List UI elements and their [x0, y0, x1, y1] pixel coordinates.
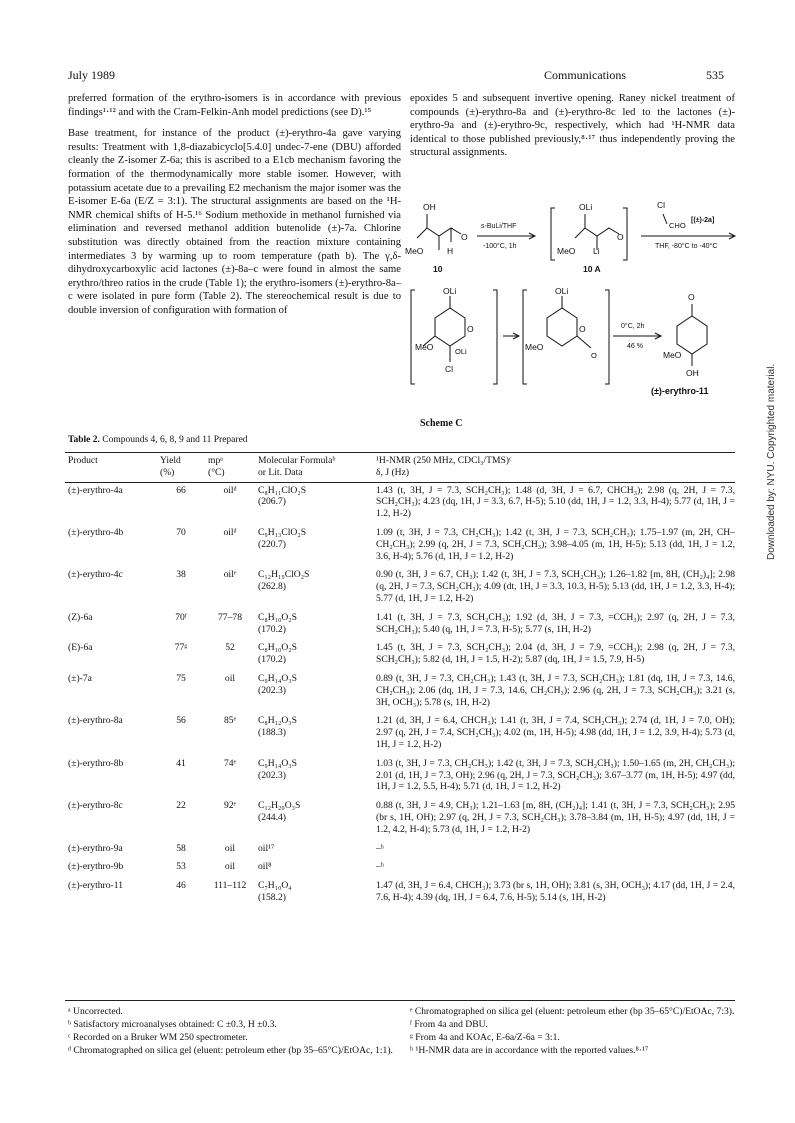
label-cl-2: Cl	[445, 364, 454, 374]
cell-product: (±)-erythro-4b	[68, 526, 124, 538]
label-meo-4: MeO	[525, 342, 544, 352]
cell-product: (±)-erythro-9b	[68, 861, 124, 873]
cell-mp: 52	[225, 642, 235, 654]
label-meo-2: MeO	[557, 246, 576, 256]
label-o-5: O	[591, 351, 597, 360]
cell-nmr: 1.43 (t, 3H, J = 7.3, SCH₂CH₃); 1.48 (d, 3H, J = 6.7, CHCH₃); 2.98 (q, 2H, J = 7.3, SCH₂CH₃); 4.23 (dq, 1H, J = 3.3, 6.7, H-5); 5.10 (dd, 1H, J = 1.2, 3.3, H-4); 5.77 (d, 1H, J = 1.2, H-2)	[376, 484, 735, 520]
label-o-1: O	[461, 232, 468, 242]
cell-mp: oil	[224, 672, 236, 684]
cell-nmr: 0.89 (t, 3H, J = 7.3, CH₂CH₃); 1.43 (t, 3H, J = 7.3, SCH₂CH₃); 1.81 (dq, 1H, J = 7.3, 14.6, CH₂CH₃); 2.06 (dq, 1H, J = 7.3, 14.6, CH₂CH₃); 2.96 (q, 2H, J = 7.3, SCH₂CH₃); 3.21 (s, 3H, OCH₃); 5.78 (s, 1H, H-2)	[376, 672, 735, 708]
cell-product: (±)-erythro-8b	[68, 757, 124, 769]
cell-nmr: 1.09 (t, 3H, J = 7.3, CH₂CH₃); 1.42 (t, 3H, J = 7.3, SCH₂CH₃); 1.75–1.97 (m, 2H, CH–CH₂CH₃); 2.99 (q, 2H, J = 7.3, SCH₂CH₃); 3.98–4.05 (m, 1H, H-5); 5.13 (dd, 1H, J = 1.2, 3.6, H-4); 5.76 (d, 1H, J = 1.2, H-2)	[376, 526, 735, 562]
cell-formula: C₉H₁₃ClO₂S (220.7)	[258, 526, 307, 550]
cell-yield: 41	[176, 757, 186, 769]
cell-nmr: 1.21 (d, 3H, J = 6.4, CHCH₃); 1.41 (t, 3H, J = 7.4, SCH₂CH₃); 2.74 (d, 1H, J = 7.0, OH); 2.97 (q, 2H, J = 7.4, SCH₂CH₃); 4.02 (m, 1H, H-5); 4.98 (dd, 1H, J = 1.2, 3.9, H-4); 5.73 (d, 1H, J = 1.2, H-2)	[376, 715, 735, 750]
label-compound-10: 10	[433, 264, 443, 274]
cell-product: (Z)-6a	[68, 611, 93, 623]
cell-yield: 75	[176, 672, 186, 684]
cell-formula: C₈H₁₂O₃S (188.3)	[258, 715, 297, 739]
cell-product: (±)-erythro-9a	[68, 842, 123, 854]
cell-nmr: 1.41 (t, 3H, J = 7.3, SCH₂CH₃); 1.92 (d, 3H, J = 7.3, =CCH₃); 2.97 (q, 2H, J = 7.3, SCH₂CH₃); 5.40 (q, 1H, J = 7.3, H-5); 5.77 (s, 1H, H-2)	[376, 611, 735, 635]
cell-formula: C₈H₁₀O₂S (170.2)	[258, 611, 297, 635]
label-o-4: O	[579, 324, 586, 334]
left-column	[68, 92, 401, 326]
header-formula: Molecular Formulaᵇ or Lit. Data	[258, 455, 336, 478]
cell-yield: 77ᵍ	[174, 642, 188, 654]
table-row	[65, 527, 738, 569]
table-caption-text: Compounds 4, 6, 8, 9 and 11 Prepared	[99, 435, 248, 445]
table-row	[65, 800, 738, 842]
cell-product: (±)-erythro-8a	[68, 715, 123, 727]
label-product-11: (±)-erythro-11	[651, 386, 709, 396]
cell-product: (±)-7a	[68, 672, 92, 684]
label-meo-1: MeO	[405, 246, 424, 256]
table-row	[65, 642, 738, 673]
label-reagent-2-tag: [(±)-2a]	[691, 217, 715, 224]
table-row	[65, 715, 738, 757]
cell-yield: 58	[176, 842, 186, 854]
right-paragraph-1: epoxides 5 and subsequent invertive opening. Raney nickel treatment of compounds (±)-erythro-8a and (±)-erythro-8c led to the lactones (±)-erythro-9a and (±)-erythro-9c, respectively, which had ¹H-NMR data identical to those published previously,⁸·¹⁷ thus independently proving the structural assignments.	[410, 93, 735, 159]
cell-yield: 70	[176, 526, 186, 538]
running-head-section: Communications	[544, 68, 626, 82]
label-reagent-1b: -100°C, 1h	[483, 243, 517, 250]
table-caption-label: Table 2.	[68, 435, 100, 445]
label-cl-1: Cl	[657, 200, 666, 210]
label-oh-2: OH	[686, 368, 699, 378]
cell-product: (±)-erythro-8c	[68, 800, 123, 812]
cell-product: (±)-erythro-4a	[68, 484, 123, 496]
cell-formula: C₇H₁₀O₄ (158.2)	[258, 880, 292, 903]
footnotes-left	[68, 1006, 398, 1058]
footnote: ᶜ Recorded on a Bruker WM 250 spectrometer.	[68, 1032, 248, 1043]
cell-mp: oil	[224, 861, 236, 873]
cell-nmr: 1.47 (d, 3H, J = 6.4, CHCH₃); 3.73 (br s, 1H, OH); 3.81 (s, 3H, OCH₃); 4.17 (dd, 1H, J = 2.4, 7.6, H-4); 4.39 (dq, 1H, J = 6.4, 7.6, H-5); 5.14 (s, 1H, H-2)	[376, 880, 735, 903]
download-watermark: Downloaded by: NYU. Copyrighted material.	[766, 363, 777, 560]
table-row	[65, 880, 738, 911]
label-reagent-3b: 46 %	[627, 343, 643, 350]
header-mp: mpᵃ (°C)	[208, 455, 225, 478]
cell-mp: oilᵈ	[223, 484, 237, 496]
label-o-2: O	[617, 232, 624, 242]
cell-formula: oil¹⁷	[258, 842, 275, 854]
label-compound-10a: 10 A	[583, 264, 601, 274]
compounds-table	[65, 455, 738, 911]
label-meo-5: MeO	[663, 350, 682, 360]
page-number: 535	[706, 68, 724, 82]
cell-nmr: 0.88 (t, 3H, J = 4.9, CH₃); 1.21–1.63 [m, 8H, (CH₂)₄]; 1.41 (t, 3H, J = 7.3, SCH₂CH₃); 2.95 (br s, 1H, OH); 2.97 (q, 2H, J = 7.3, SCH₂CH₃); 3.78–3.84 (m, 1H, H-5); 4.97 (dd, 1H, J = 1.2, 4.2, H-4); 5.73 (d, 1H, J = 1.2, H-2)	[376, 800, 735, 835]
footnote: ᵍ From 4a and KOAc, E-6a/Z-6a = 3:1.	[410, 1032, 560, 1043]
table-header-row	[65, 455, 738, 485]
footnote: ᵈ Chromatographed on silica gel (eluent: petroleum ether (bp 35–65°C)/EtOAc, 1:1).	[68, 1045, 393, 1056]
running-head-date: July 1989	[68, 68, 116, 82]
footnote: ᵇ Satisfactory microanalyses obtained: C ±0.3, H ±0.3.	[68, 1019, 277, 1030]
cell-mp: oil	[224, 842, 236, 854]
left-paragraph-2: Base treatment, for instance of the product (±)-erythro-4a gave varying results: Treatment with 1,8-diazabicyclo[5.4.0] undec-7-ene (DBU) afforded cleanly the Z-isomer Z-6a; this is ascribed to a E1cb mechanism favoring the formation of the thermodynamically more stable isomer. However, with potassium acetate due to a prevailing E2 mechanism the major isomer was the E-isomer E-6a (E/Z = 3:1). The structural assignments are based on the ¹H-NMR chemical shifts of H-5.¹⁶ Sodium methoxide in methanol furnished via elimination and reversed methanol addition butenolide (±)-7a. Chlorine substitution was directly obtained from the reaction mixture containing intermediates 3 by warming up to room temperature (path b). The γ,δ-dihydroxycarboxylic acid lactones (±)-8a–c were found in almost the same erythro/threo ratios in the crude (Table 1); the erythro-isomers (±)-erythro-8a–c were isolated in pure form (Table 2). The stereochemical result is due to double inversion of configuration with formation of	[68, 128, 401, 316]
cell-nmr: –ʰ	[376, 842, 384, 854]
cell-nmr: –ʰ	[376, 861, 384, 873]
label-reagent-3a: 0°C, 2h	[621, 323, 645, 330]
cell-nmr: 1.03 (t, 3H, J = 7.3, CH₂CH₃); 1.42 (t, 3H, J = 7.3, SCH₂CH₃); 1.50–1.65 (m, 2H, CH₂CH₃); 2.01 (d, 1H, J = 7.3, OH); 2.96 (q, 2H, J = 7.3, SCH₂CH₃); 3.67–3.77 (m, 1H, H-5); 4.97 (dd, 1H, J = 1.2, 5.5, H-4); 5.71 (d, 1H, J = 1.2, H-2)	[376, 757, 735, 793]
cell-mp: 92ᵉ	[223, 800, 237, 812]
header-nmr: ¹H-NMR (250 MHz, CDCl₃/TMS)ᶜ δ, J (Hz)	[376, 455, 512, 478]
cell-formula: C₉H₁₄O₃S (202.3)	[258, 757, 297, 781]
table-caption	[68, 435, 248, 445]
label-o-6: O	[688, 292, 695, 302]
cell-nmr: 1.45 (t, 3H, J = 7.3, SCH₂CH₃); 2.04 (d, 3H, J = 7.9, =CCH₃); 2.98 (q, 2H, J = 7.3, SCH₂CH₃); 5.82 (d, 1H, J = 1.5, H-2); 5.87 (dq, 1H, J = 1.5, 7.9, H-5)	[376, 642, 735, 666]
label-h: H	[447, 246, 454, 256]
table-row	[65, 569, 738, 611]
table-bottom-rule	[65, 1000, 735, 1001]
cell-product: (±)-erythro-4c	[68, 569, 123, 581]
cell-product: (E)-6a	[68, 642, 93, 654]
cell-mp: 77–78	[218, 611, 242, 623]
footnote: ᶠ From 4a and DBU.	[410, 1019, 488, 1030]
table-row	[65, 758, 738, 800]
cell-formula: C₁₂H₁₉ClO₂S (262.8)	[258, 569, 310, 593]
cell-mp: 111–112	[213, 880, 247, 892]
label-oli-1: OLi	[579, 202, 593, 212]
left-paragraph-1: preferred formation of the erythro-isomers is in accordance with previous findings¹·¹² and with the Cram-Felkin-Anh model predictions (see D).¹⁵	[68, 93, 401, 118]
cell-nmr: 0.90 (t, 3H, J = 6.7, CH₃); 1.42 (t, 3H, J = 7.3, SCH₂CH₃); 1.26–1.82 [m, 8H, (CH₂)₄]; 2.98 (q, 2H, J = 7.3, SCH₂CH₃); 4.09 (dt, 1H, J = 3.3, 10.3, H-5); 5.13 (dd, 1H, J = 1.2, 3.3, H-4); 5.77 (d, 1H, J = 1.2, H-2)	[376, 569, 735, 604]
label-o-3: O	[467, 324, 474, 334]
scheme-title: Scheme C	[420, 418, 463, 429]
table-row	[65, 843, 738, 862]
label-li: Li	[593, 246, 600, 256]
cell-mp: oilᵉ	[223, 569, 237, 581]
cell-mp: oilᵈ	[223, 526, 237, 538]
cell-yield: 22	[176, 800, 186, 812]
footnote: ʰ ¹H-NMR data are in accordance with the reported values.⁸·¹⁷	[410, 1045, 649, 1056]
label-oh: OH	[423, 202, 436, 212]
scheme-c-diagram	[405, 196, 740, 411]
cell-product: (±)-erythro-11	[68, 880, 123, 892]
label-oli-3: OLi	[455, 347, 467, 356]
footnote: ᵃ Uncorrected.	[68, 1006, 123, 1017]
cell-yield: 46	[176, 880, 186, 892]
cell-formula: C₉H₁₄O₃S (202.3)	[258, 672, 297, 696]
label-cho: CHO	[669, 221, 686, 230]
label-reagent-1a: s-BuLi/THF	[481, 223, 517, 230]
header-product: Product	[68, 455, 98, 466]
label-oli-4: OLi	[555, 286, 569, 296]
cell-mp: 74ᵉ	[223, 757, 237, 769]
cell-yield: 70ᶠ	[175, 611, 187, 623]
footnotes-right	[410, 1006, 735, 1058]
cell-formula: C₈H₁₁ClO₂S (206.7)	[258, 484, 307, 508]
label-reagent-2: THF, -80°C to -40°C	[655, 243, 718, 250]
table-top-rule	[65, 452, 735, 453]
cell-yield: 53	[176, 861, 186, 873]
header-yield: Yield (%)	[160, 455, 181, 478]
cell-formula: C₈H₁₀O₂S (170.2)	[258, 642, 297, 666]
cell-yield: 66	[176, 484, 186, 496]
table-row	[65, 612, 738, 643]
label-oli-2: OLi	[443, 286, 457, 296]
table-row	[65, 673, 738, 715]
cell-mp: 85ᵉ	[223, 715, 237, 727]
right-column	[410, 92, 735, 168]
table-row	[65, 485, 738, 527]
cell-formula: C₁₂H₂₀O₃S (244.4)	[258, 800, 301, 823]
table-row	[65, 861, 738, 880]
label-meo-3: MeO	[415, 342, 434, 352]
footnote: ᵉ Chromatographed on silica gel (eluent: petroleum ether (bp 35–65°C)/EtOAc, 7:3).	[410, 1006, 735, 1017]
cell-formula: oil⁸	[258, 861, 272, 873]
cell-yield: 38	[176, 569, 186, 581]
cell-yield: 56	[176, 715, 186, 727]
